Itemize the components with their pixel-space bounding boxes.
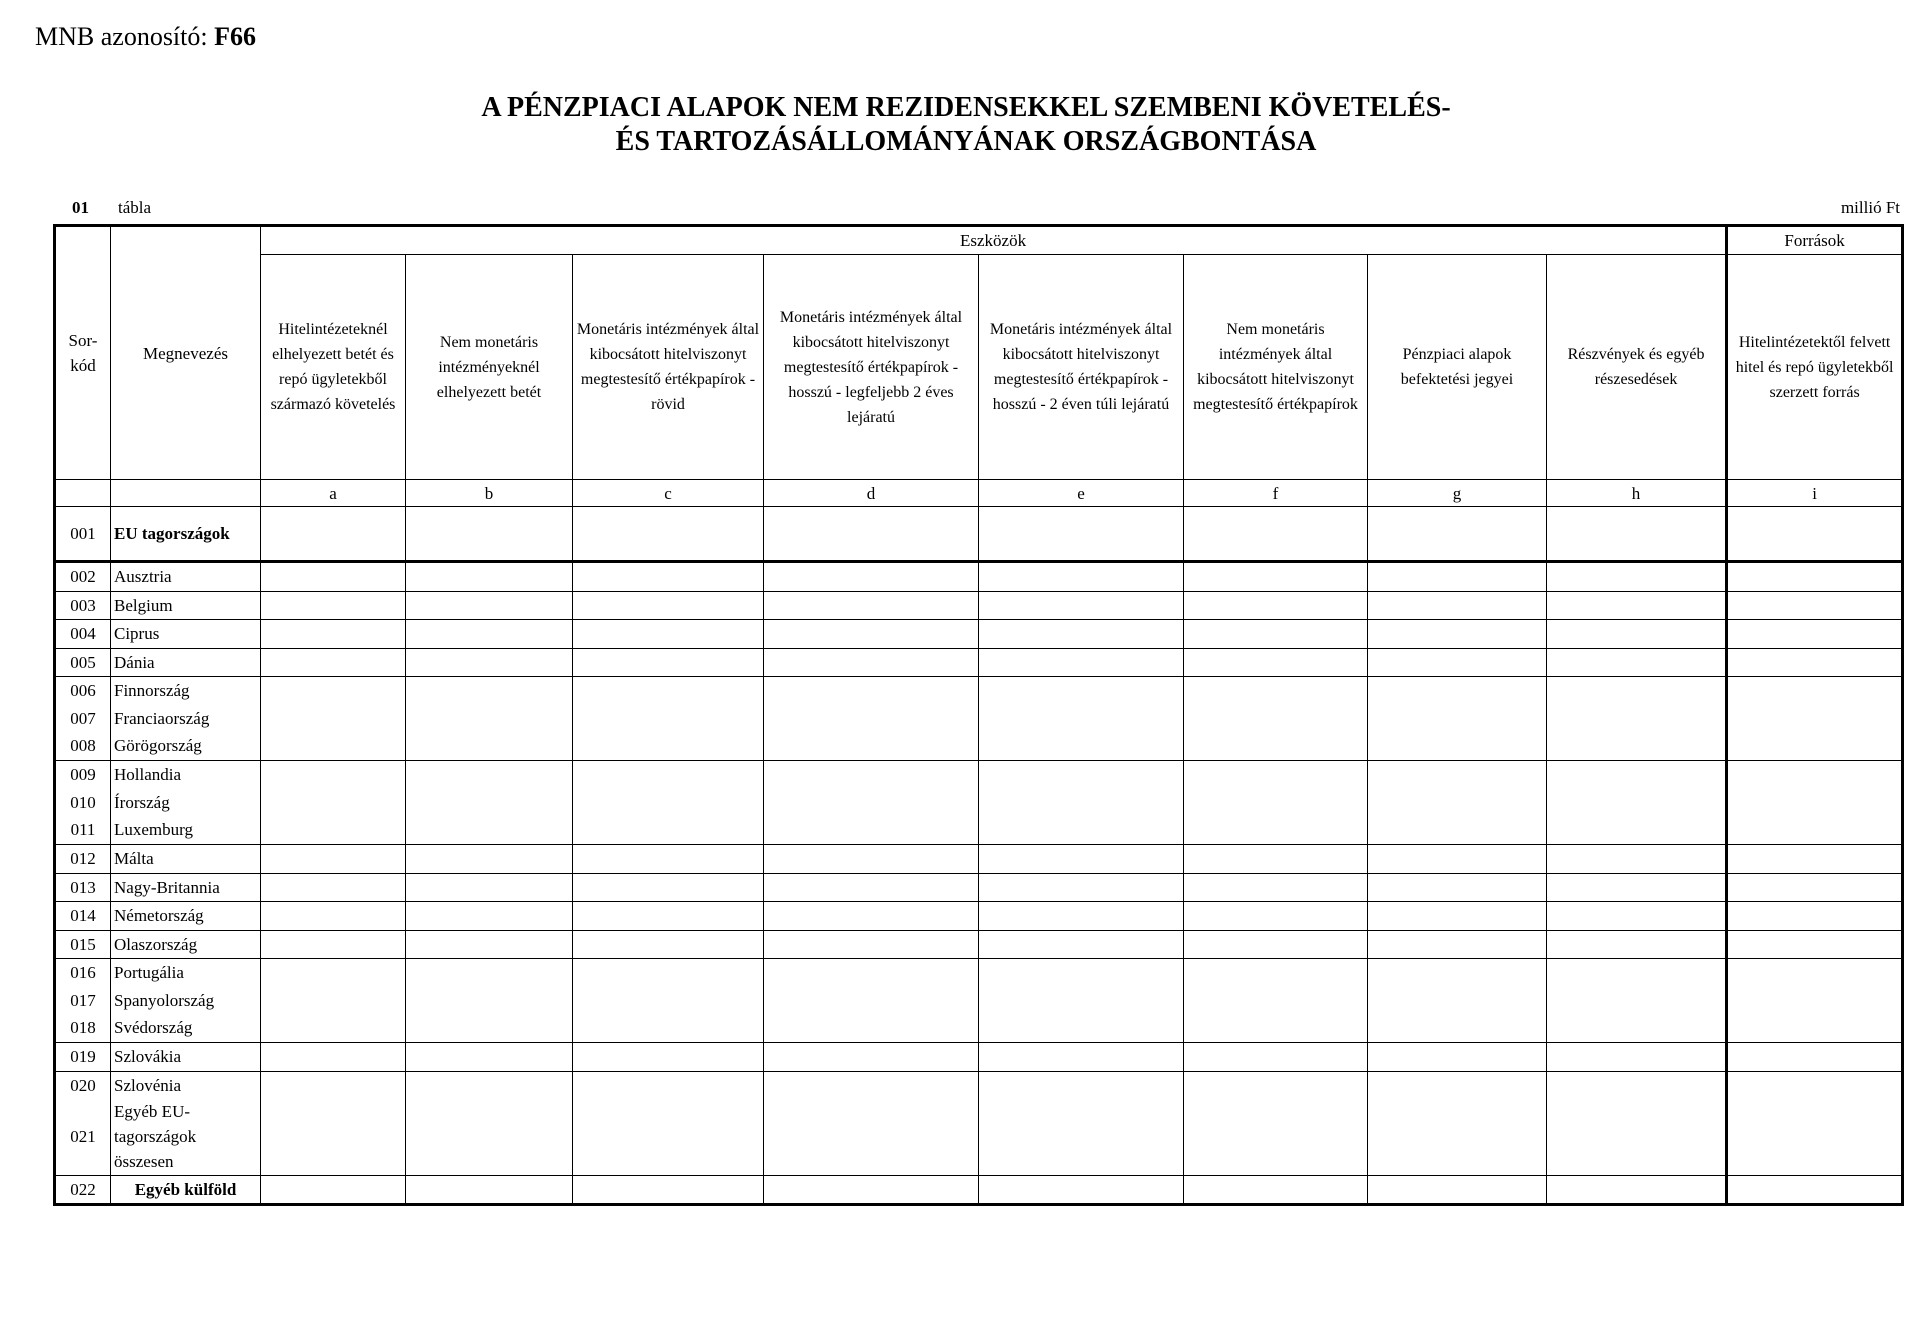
data-cell-i[interactable]	[1727, 1071, 1903, 1175]
data-cell-a[interactable]	[261, 591, 406, 620]
row-name-cell	[111, 845, 261, 874]
row-code: 009	[70, 765, 96, 785]
header-sorkod	[55, 226, 111, 480]
table-number: 01	[72, 198, 89, 217]
column-letter-b: b	[406, 480, 573, 507]
data-cell-e[interactable]	[979, 761, 1184, 845]
row-name: Szlovénia	[114, 1075, 182, 1095]
data-cell-h[interactable]	[1547, 677, 1727, 761]
data-cell-e[interactable]	[979, 1175, 1184, 1205]
row-name: Dánia	[114, 652, 155, 672]
row-code-cell	[55, 591, 111, 620]
letter-blank	[55, 480, 111, 507]
data-cell-h[interactable]	[1547, 902, 1727, 931]
data-cell-i[interactable]	[1727, 902, 1903, 931]
row-name-cell	[111, 620, 261, 649]
data-cell-e[interactable]	[979, 902, 1184, 931]
data-cell-d[interactable]	[764, 959, 979, 1043]
data-cell-h[interactable]	[1547, 620, 1727, 649]
data-cell-c[interactable]	[573, 761, 764, 845]
data-cell-a[interactable]	[261, 677, 406, 761]
data-cell-h[interactable]	[1547, 1043, 1727, 1072]
row-name: Finnország	[114, 681, 190, 701]
row-code: 013	[70, 877, 96, 897]
row-code: 005	[70, 652, 96, 672]
page-title-line2: ÉS TARTOZÁSÁLLOMÁNYÁNAK ORSZÁGBONTÁSA	[615, 126, 1317, 157]
row-code: 019	[70, 1047, 96, 1066]
data-cell-g[interactable]	[1368, 591, 1547, 620]
row-name-cell	[111, 1071, 261, 1175]
data-cell-h[interactable]	[1547, 1175, 1727, 1205]
row-name: Nagy-Britannia	[114, 877, 220, 897]
data-cell-e[interactable]	[979, 1071, 1184, 1175]
data-cell-a[interactable]	[261, 648, 406, 677]
data-cell-f[interactable]	[1184, 620, 1368, 649]
table-row	[55, 959, 1903, 1043]
row-name: Spanyolország	[114, 990, 215, 1010]
data-cell-c[interactable]	[573, 959, 764, 1043]
row-name: Belgium	[114, 595, 173, 615]
column-letter-i: i	[1727, 480, 1903, 507]
data-cell-i[interactable]	[1727, 591, 1903, 620]
data-cell-i[interactable]	[1727, 873, 1903, 902]
table-row	[55, 591, 1903, 620]
row-name: Görögország	[114, 736, 202, 756]
table-row	[55, 1043, 1903, 1072]
data-cell-i[interactable]	[1727, 648, 1903, 677]
data-cell-c[interactable]	[573, 1043, 764, 1072]
row-code-cell	[55, 845, 111, 874]
row-code: 018	[70, 1018, 96, 1038]
data-cell-c[interactable]	[573, 1071, 764, 1175]
data-cell-e[interactable]	[979, 1043, 1184, 1072]
data-cell-i[interactable]	[1727, 959, 1903, 1043]
data-cell-c[interactable]	[573, 902, 764, 931]
table-row	[55, 648, 1903, 677]
data-cell-g[interactable]	[1368, 1071, 1547, 1175]
table-row	[55, 930, 1903, 959]
data-cell-d[interactable]	[764, 677, 979, 761]
data-cell-a[interactable]	[261, 761, 406, 845]
row-code: 004	[70, 624, 96, 643]
row-code-cell	[55, 959, 111, 1043]
data-cell-b[interactable]	[406, 761, 573, 845]
row-name: Egyéb EU-tagországok összesen	[114, 1102, 197, 1172]
table-row	[55, 620, 1903, 649]
data-cell-a[interactable]	[261, 562, 406, 592]
data-cell-c[interactable]	[573, 1175, 764, 1205]
table-row	[55, 1071, 1903, 1175]
data-cell-b[interactable]	[406, 1175, 573, 1205]
data-cell-g[interactable]	[1368, 761, 1547, 845]
row-name: Franciaország	[114, 708, 210, 728]
row-code-cell	[55, 761, 111, 845]
data-cell-i[interactable]	[1727, 930, 1903, 959]
data-cell-a[interactable]	[261, 1043, 406, 1072]
report-table	[53, 224, 1904, 1206]
data-cell-h[interactable]	[1547, 507, 1727, 562]
data-cell-b[interactable]	[406, 677, 573, 761]
data-cell-d[interactable]	[764, 1175, 979, 1205]
data-cell-f[interactable]	[1184, 1175, 1368, 1205]
table-label: tábla	[118, 198, 152, 217]
table-row	[55, 677, 1903, 761]
data-cell-h[interactable]	[1547, 959, 1727, 1043]
row-code: 003	[70, 595, 96, 615]
page-title-line1: A PÉNZPIACI ALAPOK NEM REZIDENSEKKEL SZEMBENI KÖVETELÉS-	[481, 92, 1451, 123]
column-header-c: Monetáris intézmények által kibocsátott hitelviszonyt megtestesítő értékpapírok - rövid	[573, 255, 764, 480]
row-code: 006	[70, 681, 96, 701]
data-cell-h[interactable]	[1547, 761, 1727, 845]
data-cell-b[interactable]	[406, 845, 573, 874]
table-row	[55, 562, 1903, 592]
row-name-cell	[111, 959, 261, 1043]
data-cell-g[interactable]	[1368, 648, 1547, 677]
data-cell-f[interactable]	[1184, 677, 1368, 761]
row-code: 020	[70, 1075, 96, 1095]
data-cell-h[interactable]	[1547, 845, 1727, 874]
data-cell-b[interactable]	[406, 959, 573, 1043]
row-code: 011	[70, 820, 96, 840]
table-row	[55, 761, 1903, 845]
row-code-cell	[55, 507, 111, 562]
data-cell-c[interactable]	[573, 591, 764, 620]
column-header-b: Nem monetáris intézményeknél elhelyezett betét	[406, 255, 573, 480]
data-cell-i[interactable]	[1727, 845, 1903, 874]
data-cell-b[interactable]	[406, 873, 573, 902]
row-code: 016	[70, 963, 96, 983]
column-letter-h: h	[1547, 480, 1727, 507]
row-code: 008	[70, 736, 96, 756]
data-cell-g[interactable]	[1368, 930, 1547, 959]
row-code-cell	[55, 620, 111, 649]
data-cell-e[interactable]	[979, 591, 1184, 620]
data-cell-e[interactable]	[979, 873, 1184, 902]
data-cell-d[interactable]	[764, 507, 979, 562]
row-code-cell	[55, 873, 111, 902]
row-code: 014	[70, 906, 96, 925]
data-cell-f[interactable]	[1184, 591, 1368, 620]
data-cell-e[interactable]	[979, 507, 1184, 562]
column-header-g: Pénzpiaci alapok befektetési jegyei	[1368, 255, 1547, 480]
column-letter-d: d	[764, 480, 979, 507]
row-name: Szlovákia	[114, 1047, 182, 1066]
column-letter-g: g	[1368, 480, 1547, 507]
row-code: 017	[70, 990, 96, 1010]
data-cell-b[interactable]	[406, 620, 573, 649]
table-row	[55, 873, 1903, 902]
data-cell-c[interactable]	[573, 845, 764, 874]
data-cell-e[interactable]	[979, 648, 1184, 677]
row-code-cell	[55, 648, 111, 677]
row-name-cell	[111, 873, 261, 902]
row-name-cell	[111, 562, 261, 592]
row-name-cell	[111, 591, 261, 620]
data-cell-h[interactable]	[1547, 873, 1727, 902]
data-cell-e[interactable]	[979, 620, 1184, 649]
data-cell-a[interactable]	[261, 507, 406, 562]
data-cell-a[interactable]	[261, 873, 406, 902]
data-cell-g[interactable]	[1368, 677, 1547, 761]
data-cell-b[interactable]	[406, 1043, 573, 1072]
data-cell-d[interactable]	[764, 902, 979, 931]
data-cell-f[interactable]	[1184, 845, 1368, 874]
data-cell-a[interactable]	[261, 902, 406, 931]
row-name: Olaszország	[114, 934, 198, 954]
data-cell-e[interactable]	[979, 959, 1184, 1043]
row-code-cell	[55, 1175, 111, 1205]
row-name: Hollandia	[114, 765, 182, 785]
data-cell-d[interactable]	[764, 761, 979, 845]
data-cell-c[interactable]	[573, 873, 764, 902]
data-cell-i[interactable]	[1727, 1043, 1903, 1072]
data-cell-c[interactable]	[573, 620, 764, 649]
data-cell-a[interactable]	[261, 1071, 406, 1175]
row-code-cell	[55, 1071, 111, 1175]
data-cell-c[interactable]	[573, 930, 764, 959]
data-cell-f[interactable]	[1184, 902, 1368, 931]
table-row	[55, 845, 1903, 874]
data-cell-b[interactable]	[406, 902, 573, 931]
row-name: Németország	[114, 906, 204, 925]
row-name: Portugália	[114, 963, 184, 983]
data-cell-d[interactable]	[764, 620, 979, 649]
column-letter-f: f	[1184, 480, 1368, 507]
data-cell-g[interactable]	[1368, 562, 1547, 592]
data-cell-a[interactable]	[261, 845, 406, 874]
row-code-cell	[55, 1043, 111, 1072]
row-name-cell	[111, 1043, 261, 1072]
row-code: 001	[70, 523, 96, 543]
data-cell-f[interactable]	[1184, 930, 1368, 959]
data-cell-i[interactable]	[1727, 761, 1903, 845]
row-code: 002	[70, 567, 96, 586]
data-cell-i[interactable]	[1727, 562, 1903, 592]
data-cell-d[interactable]	[764, 1071, 979, 1175]
mnb-label: MNB azonosító:	[35, 22, 208, 51]
data-cell-g[interactable]	[1368, 507, 1547, 562]
data-cell-g[interactable]	[1368, 873, 1547, 902]
data-cell-g[interactable]	[1368, 1175, 1547, 1205]
data-cell-d[interactable]	[764, 562, 979, 592]
column-header-i: Hitelintézetektől felvett hitel és repó ügyletekből szerzett forrás	[1727, 255, 1903, 480]
data-cell-b[interactable]	[406, 507, 573, 562]
table-row	[55, 507, 1903, 562]
letter-blank	[111, 480, 261, 507]
header-sorkod-label: Sor- kód	[68, 331, 98, 375]
data-cell-i[interactable]	[1727, 620, 1903, 649]
row-code: 021	[70, 1127, 96, 1147]
table-row	[55, 1175, 1903, 1205]
data-cell-f[interactable]	[1184, 959, 1368, 1043]
mnb-code: F66	[214, 22, 256, 51]
data-cell-h[interactable]	[1547, 562, 1727, 592]
data-cell-c[interactable]	[573, 562, 764, 592]
row-name: EU tagországok	[114, 523, 230, 543]
row-name-cell	[111, 1175, 261, 1205]
data-cell-d[interactable]	[764, 930, 979, 959]
data-cell-b[interactable]	[406, 562, 573, 592]
row-name-cell	[111, 902, 261, 931]
data-cell-d[interactable]	[764, 591, 979, 620]
row-name: Ciprus	[114, 624, 160, 643]
column-header-f: Nem monetáris intézmények által kibocsátott hitelviszonyt megtestesítő értékpapírok	[1184, 255, 1368, 480]
data-cell-f[interactable]	[1184, 507, 1368, 562]
data-cell-f[interactable]	[1184, 562, 1368, 592]
data-cell-f[interactable]	[1184, 873, 1368, 902]
data-cell-b[interactable]	[406, 591, 573, 620]
data-cell-i[interactable]	[1727, 507, 1903, 562]
data-cell-a[interactable]	[261, 930, 406, 959]
row-code: 022	[70, 1179, 96, 1199]
column-header-h: Részvények és egyéb részesedések	[1547, 255, 1727, 480]
row-name: Ausztria	[114, 567, 172, 586]
data-cell-g[interactable]	[1368, 902, 1547, 931]
data-cell-h[interactable]	[1547, 930, 1727, 959]
column-header-a: Hitelintézeteknél elhelyezett betét és repó ügyletekből származó követelés	[261, 255, 406, 480]
header-megnevezes: Megnevezés	[111, 226, 261, 480]
data-cell-g[interactable]	[1368, 1043, 1547, 1072]
data-cell-h[interactable]	[1547, 591, 1727, 620]
column-letter-a: a	[261, 480, 406, 507]
data-cell-f[interactable]	[1184, 1071, 1368, 1175]
data-cell-g[interactable]	[1368, 620, 1547, 649]
row-code-cell	[55, 902, 111, 931]
row-name: Egyéb külföld	[134, 1179, 237, 1199]
data-cell-i[interactable]	[1727, 677, 1903, 761]
data-cell-d[interactable]	[764, 873, 979, 902]
row-code: 010	[70, 792, 96, 812]
row-name-cell	[111, 507, 261, 562]
row-name: Svédország	[114, 1018, 193, 1038]
data-cell-a[interactable]	[261, 959, 406, 1043]
header-forrasok: Források	[1727, 226, 1903, 255]
row-code: 015	[70, 934, 96, 954]
row-code: 012	[70, 849, 96, 868]
data-cell-e[interactable]	[979, 677, 1184, 761]
row-name-cell	[111, 761, 261, 845]
row-code-cell	[55, 930, 111, 959]
row-code-cell	[55, 562, 111, 592]
data-cell-d[interactable]	[764, 648, 979, 677]
column-letter-c: c	[573, 480, 764, 507]
mnb-identifier	[35, 22, 256, 52]
row-name-cell	[111, 677, 261, 761]
row-code: 007	[70, 708, 96, 728]
data-cell-i[interactable]	[1727, 1175, 1903, 1205]
unit-label: millió Ft	[1840, 198, 1900, 217]
data-cell-d[interactable]	[764, 845, 979, 874]
column-letter-e: e	[979, 480, 1184, 507]
column-header-d: Monetáris intézmények által kibocsátott hitelviszonyt megtestesítő értékpapírok - hosszú - legfeljebb 2 éves lejáratú	[764, 255, 979, 480]
data-cell-g[interactable]	[1368, 959, 1547, 1043]
data-cell-e[interactable]	[979, 845, 1184, 874]
data-cell-b[interactable]	[406, 1071, 573, 1175]
row-name: Írország	[114, 792, 170, 812]
data-cell-b[interactable]	[406, 648, 573, 677]
data-cell-c[interactable]	[573, 507, 764, 562]
data-cell-e[interactable]	[979, 930, 1184, 959]
data-cell-b[interactable]	[406, 930, 573, 959]
data-cell-f[interactable]	[1184, 1043, 1368, 1072]
data-cell-e[interactable]	[979, 562, 1184, 592]
row-name: Málta	[114, 849, 154, 868]
row-code-cell	[55, 677, 111, 761]
data-cell-f[interactable]	[1184, 648, 1368, 677]
data-cell-h[interactable]	[1547, 648, 1727, 677]
data-cell-g[interactable]	[1368, 845, 1547, 874]
table-row	[55, 902, 1903, 931]
row-name-cell	[111, 930, 261, 959]
data-cell-h[interactable]	[1547, 1071, 1727, 1175]
data-cell-d[interactable]	[764, 1043, 979, 1072]
data-cell-c[interactable]	[573, 677, 764, 761]
data-cell-a[interactable]	[261, 1175, 406, 1205]
data-cell-a[interactable]	[261, 620, 406, 649]
data-cell-c[interactable]	[573, 648, 764, 677]
data-cell-f[interactable]	[1184, 761, 1368, 845]
row-name: Luxemburg	[114, 820, 194, 840]
column-header-e: Monetáris intézmények által kibocsátott hitelviszonyt megtestesítő értékpapírok - hosszú - 2 éven túli lejáratú	[979, 255, 1184, 480]
row-name-cell	[111, 648, 261, 677]
header-eszkozok: Eszközök	[261, 226, 1727, 255]
